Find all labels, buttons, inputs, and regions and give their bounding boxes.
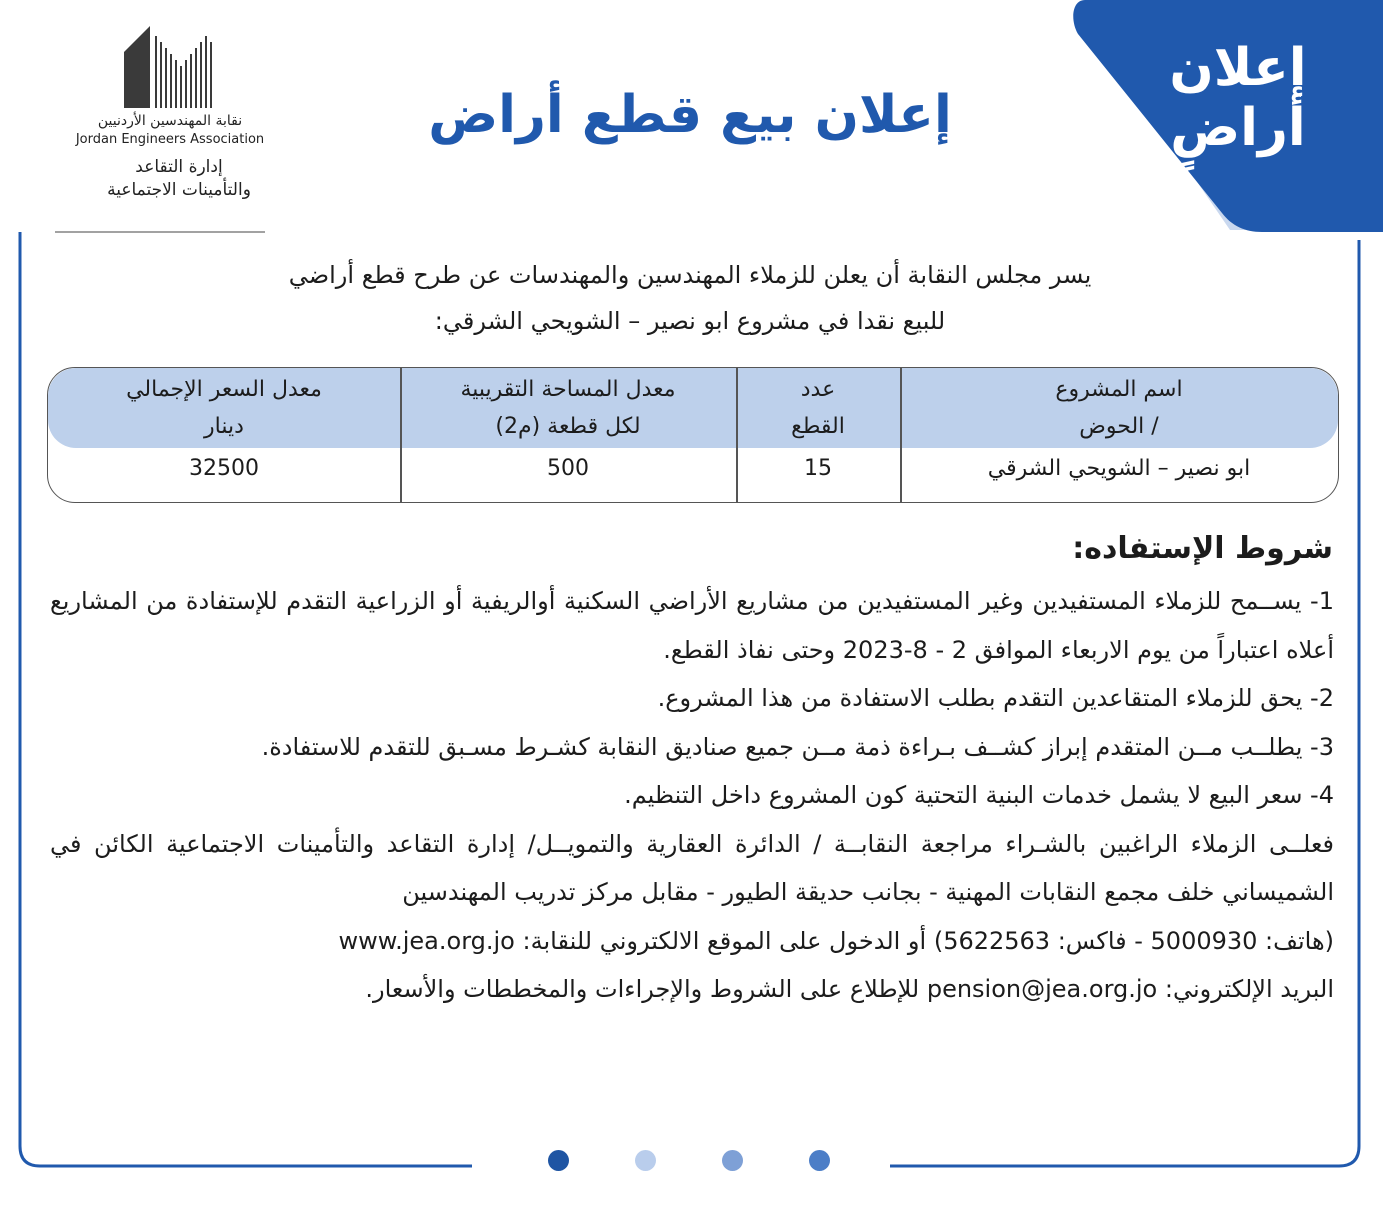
- header-text-line: اسم المشروع: [1055, 377, 1183, 402]
- association-logo: [60, 22, 280, 202]
- table-column-area: [400, 368, 736, 503]
- table-cell-area: 500: [547, 456, 589, 481]
- page-dot-1: [548, 1150, 569, 1171]
- table-cell-count: 15: [804, 456, 832, 481]
- header-text-line: لكل قطعة (م2): [495, 414, 641, 439]
- jea-logo-icon: [120, 22, 220, 108]
- table-column-price: [48, 368, 400, 503]
- header-text-line: عدد: [800, 377, 836, 402]
- header-text-line: معدل المساحة التقريبية: [460, 377, 676, 402]
- table-cell-project: ابو نصير – الشويحي الشرقي: [987, 456, 1251, 481]
- contact-line-1: (هاتف: 5000930 - فاكس: 5622563) أو الدخول على الموقع الالكتروني للنقابة: www.jea.org.jo: [338, 926, 1334, 955]
- badge-line-1: إعلان: [1169, 38, 1307, 98]
- table-divider: [736, 368, 738, 503]
- department-line-1: إدارة التقاعد: [135, 157, 223, 177]
- header-text-line: دينار: [204, 414, 244, 439]
- contact-line-2: البريد الإلكتروني: pension@jea.org.jo للإطلاع على الشروط والإجراءات والمخططات والأسعار.: [365, 975, 1334, 1003]
- table-column-count: [736, 368, 900, 503]
- logo-name-english: Jordan Engineers Association: [75, 132, 265, 147]
- table-header-cell: [900, 368, 1338, 448]
- page-dot-4: [809, 1150, 830, 1171]
- conditions-body: [50, 577, 1334, 1014]
- table-header-cell: [400, 368, 736, 448]
- badge-line-2: أراضٍ: [1170, 98, 1306, 158]
- page-dot-2: [635, 1150, 656, 1171]
- page-dot-3: [722, 1150, 743, 1171]
- intro-line-1: يسر مجلس النقابة أن يعلن للزملاء المهندسين والمهندسات عن طرح قطع أراضي: [288, 261, 1092, 289]
- header-text-line: معدل السعر الإجمالي: [126, 377, 322, 402]
- table-divider: [400, 368, 402, 503]
- intro-line-2: للبيع نقدا في مشروع ابو نصير – الشويحي الشرقي:: [434, 307, 946, 335]
- table-column-project: [900, 368, 1338, 503]
- condition-item-1: 1- يســمح للزملاء المستفيدين وغير المستفيدين من مشاريع الأراضي السكنية أوالريفية أو الزراعية التقدم للإستفادة من المشاريع أعلاه اعتباراً من يوم الاربعاء الموافق 2 - 8-2023 وحتى نفاذ القطع.: [50, 587, 1334, 664]
- condition-item-4: 4- سعر البيع لا يشمل خدمات البنية التحتية كون المشروع داخل التنظيم.: [624, 781, 1334, 809]
- conditions-title: شروط الإستفاده:: [1072, 531, 1333, 566]
- intro-paragraph: [70, 252, 1310, 344]
- closing-paragraph: فعلــى الزملاء الراغبين بالشـراء مراجعة النقابــة / الدائرة العقارية والتمويــل/ إدارة التقاعد والتأمينات الاجتماعية الكائن في الشميساني خلف مجمع النقابات المهنية - بجانب حديقة الطيور - مقابل مركز تدريب المهندسين: [50, 829, 1334, 906]
- condition-item-3: 3- يطلــب مــن المتقدم إبراز كشــف بـراءة ذمة مــن جميع صناديق النقابة كشـرط مسـبق للتقدم للاستفادة.: [261, 732, 1334, 761]
- page-title: إعلان بيع قطع أراض: [428, 85, 952, 145]
- header-text-line: / الحوض: [1079, 414, 1159, 439]
- table-cell-price: 32500: [189, 456, 259, 481]
- header-text-line: القطع: [791, 414, 845, 439]
- condition-item-2: 2- يحق للزملاء المتقاعدين التقدم بطلب الاستفادة من هذا المشروع.: [657, 684, 1334, 712]
- table-header-cell: [48, 368, 400, 448]
- land-sale-table: [47, 367, 1339, 503]
- table-divider: [900, 368, 902, 503]
- department-line-2: والتأمينات الاجتماعية: [107, 180, 251, 200]
- logo-name-arabic: نقابة المهندسين الأردنيين: [97, 113, 243, 129]
- table-header-cell: [736, 368, 900, 448]
